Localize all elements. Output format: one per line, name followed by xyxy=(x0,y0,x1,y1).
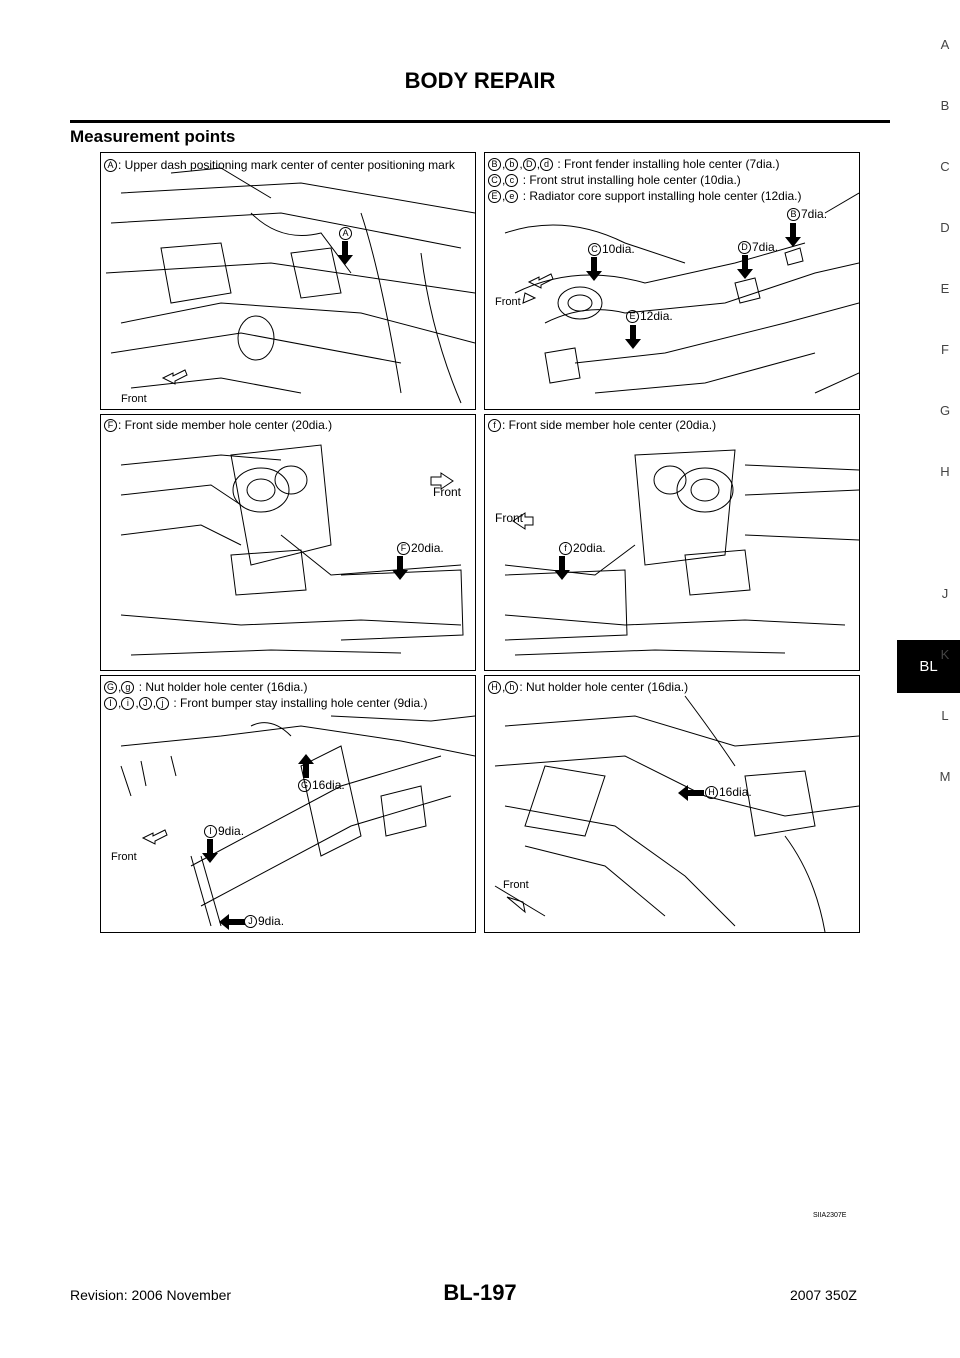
key-letter-j: j xyxy=(156,697,169,710)
marker-c: C xyxy=(588,243,601,256)
footer-revision: Revision: 2006 November xyxy=(70,1287,232,1303)
side-tab-d[interactable]: D xyxy=(940,220,950,235)
marker-i: I xyxy=(204,825,217,838)
caption-panel-3 xyxy=(104,418,332,433)
front-label: Front xyxy=(495,296,521,308)
side-tab-b[interactable]: B xyxy=(940,98,950,113)
page-title: BODY REPAIR xyxy=(404,68,556,93)
label-text: 9dia. xyxy=(258,914,285,928)
caption-text: : Front side member hole center (20dia.) xyxy=(118,418,333,432)
label-h-16dia xyxy=(705,785,752,799)
side-tab-bl-active[interactable]: BL xyxy=(897,640,960,693)
key-letter-h: h xyxy=(505,681,518,694)
caption-line-2: C , c : Front strut installing hole center (10dia.) xyxy=(488,173,741,188)
arrow-left-icon xyxy=(678,785,704,801)
marker-j: J xyxy=(244,915,257,928)
side-tab-f[interactable]: F xyxy=(941,342,949,357)
panel-4-drawing xyxy=(485,415,859,670)
caption-text: : Upper dash positioning mark center of center positioning mark xyxy=(118,158,455,172)
title-rule xyxy=(70,120,890,123)
label-f-20dia xyxy=(559,541,606,555)
label-c-10dia xyxy=(588,242,635,256)
side-tab-e[interactable]: E xyxy=(940,281,950,296)
caption-panel-6: H , h : Nut holder hole center (16dia.) xyxy=(488,680,688,695)
arrow-down-icon xyxy=(554,556,570,582)
panel-front-side-member-f xyxy=(484,414,860,671)
arrow-down-icon xyxy=(625,325,641,351)
arrow-down-icon xyxy=(202,839,218,865)
front-label: Front xyxy=(495,511,524,525)
marker-e: E xyxy=(626,310,639,323)
label-text: 7dia. xyxy=(752,240,779,254)
caption-text: : Radiator core support installing hole center (12dia.) xyxy=(522,189,802,203)
caption-text: : Front side member hole center (20dia.) xyxy=(502,418,717,432)
marker-d: D xyxy=(738,241,751,254)
panel-front-side-member-F xyxy=(100,414,476,671)
label-text: 12dia. xyxy=(640,309,673,323)
label-f-20dia xyxy=(397,541,444,555)
marker-a: A xyxy=(339,227,352,240)
footer-model: 2007 350Z xyxy=(790,1287,857,1303)
label-i-9dia xyxy=(204,824,244,838)
footer-page-number: BL-197 xyxy=(443,1280,517,1305)
caption-line-2: I , i , J , j : Front bumper stay installing hole center (9dia.) xyxy=(104,696,428,711)
caption-text: : Front fender installing hole center (7dia.) xyxy=(557,157,780,171)
side-tab-m[interactable]: M xyxy=(939,769,951,784)
label-text: 20dia. xyxy=(411,541,444,555)
caption-text: : Nut holder hole center (16dia.) xyxy=(138,680,308,694)
marker-g: G xyxy=(298,779,311,792)
key-letter-D: D xyxy=(523,158,536,171)
side-tab-l[interactable]: L xyxy=(941,708,949,723)
arrow-down-icon xyxy=(392,556,408,582)
label-e-12dia xyxy=(626,309,673,323)
side-tab-g[interactable]: G xyxy=(939,403,951,418)
label-text: 9dia. xyxy=(218,824,245,838)
arrow-left-icon xyxy=(219,914,245,930)
arrow-down-icon xyxy=(737,255,753,281)
front-label: Front xyxy=(111,851,137,863)
label-j-9dia xyxy=(244,914,284,928)
key-letter-I: I xyxy=(104,697,117,710)
caption-text: : Front strut installing hole center (10dia.) xyxy=(522,173,741,187)
arrow-down-icon xyxy=(785,223,801,249)
label-text: 16dia. xyxy=(312,778,345,792)
side-tab-c[interactable]: C xyxy=(940,159,950,174)
panel-nut-holder-bumper-stay xyxy=(100,675,476,933)
caption-line-1: G , g : Nut holder hole center (16dia.) xyxy=(104,680,307,695)
panel-5-drawing xyxy=(101,676,475,932)
panel-front-fender-strut-radiator xyxy=(484,152,860,410)
key-letter-e: e xyxy=(505,190,518,203)
panel-6-drawing xyxy=(485,676,859,932)
key-letter-f: f xyxy=(488,419,501,432)
caption-line-3: E , e : Radiator core support installing hole center (12dia.) xyxy=(488,189,802,204)
key-letter-a: A xyxy=(104,159,117,172)
caption-panel-4 xyxy=(488,418,716,433)
key-letter-g: g xyxy=(121,681,134,694)
key-letter-B: B xyxy=(488,158,501,171)
arrow-up-icon xyxy=(298,754,314,780)
caption-panel-1 xyxy=(104,158,455,173)
caption-text: : Nut holder hole center (16dia.) xyxy=(519,680,689,694)
marker-f: f xyxy=(559,542,572,555)
side-tab-k[interactable]: K xyxy=(940,647,950,662)
marker-b: B xyxy=(787,208,800,221)
panel-nut-holder-H xyxy=(484,675,860,933)
panel-1-drawing xyxy=(101,153,475,409)
label-text: 20dia. xyxy=(573,541,606,555)
marker-f: F xyxy=(397,542,410,555)
key-letter-d: d xyxy=(540,158,553,171)
side-tab-h[interactable]: H xyxy=(940,464,950,479)
key-letter-b: b xyxy=(505,158,518,171)
label-text: 16dia. xyxy=(719,785,752,799)
key-letter-E: E xyxy=(488,190,501,203)
side-tab-a[interactable]: A xyxy=(940,37,950,52)
key-letter-i: i xyxy=(121,697,134,710)
key-letter-H: H xyxy=(488,681,501,694)
label-b-7dia xyxy=(787,207,827,221)
key-letter-C: C xyxy=(488,174,501,187)
front-label: Front xyxy=(121,393,147,405)
side-tab-j[interactable]: J xyxy=(941,586,949,601)
label-text: 7dia. xyxy=(801,207,828,221)
caption-text: : Front bumper stay installing hole center (9dia.) xyxy=(173,696,428,710)
key-letter-J: J xyxy=(139,697,152,710)
key-letter-G: G xyxy=(104,681,117,694)
key-letter-c: c xyxy=(505,174,518,187)
panel-upper-dash xyxy=(100,152,476,410)
label-g-16dia xyxy=(298,778,345,792)
front-label: Front xyxy=(433,485,462,499)
key-letter-F: F xyxy=(104,419,117,432)
marker-h: H xyxy=(705,786,718,799)
caption-line-1: B , b , D , d : Front fender installing hole center (7dia.) xyxy=(488,157,780,172)
label-text: 10dia. xyxy=(602,242,635,256)
label-d-7dia xyxy=(738,240,778,254)
arrow-down-icon xyxy=(337,241,353,267)
figure-id: SIIA2307E xyxy=(813,1212,847,1219)
arrow-down-icon xyxy=(586,257,602,283)
front-label: Front xyxy=(503,879,529,891)
section-heading: Measurement points xyxy=(70,127,236,146)
